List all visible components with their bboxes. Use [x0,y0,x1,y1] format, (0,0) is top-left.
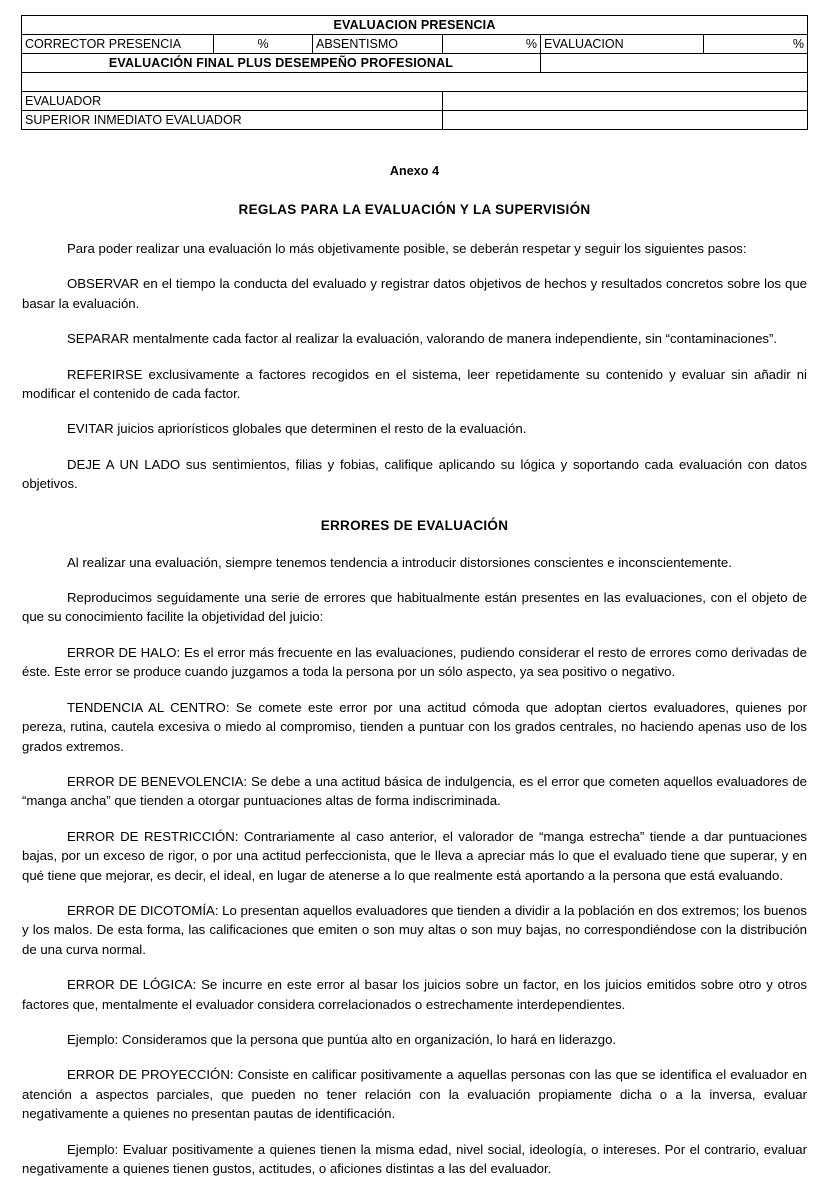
rule-paragraph: OBSERVAR en el tiempo la conducta del evaluado y registrar datos objetivos de hechos y resultados concretos sobre los que basar la evaluación. [22,276,807,311]
page-title: REGLAS PARA LA EVALUACIÓN Y LA SUPERVISIÓN [238,202,591,217]
form-table [21,15,808,130]
error-example-paragraph: Ejemplo: Consideramos que la persona que puntúa alto en organización, lo hará en liderazgo. [67,1031,617,1047]
error-paragraph: ERROR DE DICOTOMÍA: Lo presentan aquellos evaluadores que tienden a dividir a la población en dos extremos; los buenos y los malos. De esta forma, las calificaciones que emiten o son muy altas o son muy bajas, no correspondiéndose con la distribución de una curva normal. [22,902,807,957]
field-label-evaluacion: EVALUACION [541,35,704,54]
field-value-evaluador[interactable] [443,92,808,111]
field-value-evaluacion-final-plus[interactable] [541,54,808,73]
field-value-corrector-presencia[interactable]: % [214,35,313,54]
table-row-fields [22,35,808,54]
annex-label: Anexo 4 [389,164,440,178]
section-title-errores: ERRORES DE EVALUACIÓN [320,517,509,533]
field-label-evaluacion-final-plus: EVALUACIÓN FINAL PLUS DESEMPEÑO PROFESIONAL [22,54,541,73]
field-label-superior-inmediato-evaluador: SUPERIOR INMEDIATO EVALUADOR [22,111,443,130]
error-paragraph: ERROR DE HALO: Es el error más frecuente en las evaluaciones, pudiendo considerar el resto de errores como derivadas de éste. Este error se produce cuando juzgamos a toda la persona por un sólo aspecto, ya sea positivo o negativo. [22,644,807,680]
rule-paragraph: DEJE A UN LADO sus sentimientos, filias y fobias, califique aplicando su lógica y soportando cada evaluación con datos objetivos. [22,456,807,492]
error-paragraph: ERROR DE BENEVOLENCIA: Se debe a una actitud básica de indulgencia, es el error que cometen aquellos evaluadores de “manga ancha” que tienden a otorgar puntuaciones altas de forma indiscriminada. [22,773,807,809]
table-row-evaluador [22,92,808,111]
error-paragraph: ERROR DE LÓGICA: Se incurre en este error al basar los juicios sobre un factor, en los juicios emitidos sobre otro y otros factores que, mentalmente el evaluador considera correlacionados o estrechamente interdependientes. [22,977,807,1012]
error-example-paragraph: Ejemplo: Evaluar positivamente a quienes tienen la misma edad, nivel social, ideología, o intereses. Por el contrario, evaluar negativamente a quienes tienen gustos, actitudes, o aficiones distintas a las del evaluador. [22,1141,807,1176]
rule-paragraph: SEPARAR mentalmente cada factor al realizar la evaluación, valorando de manera independiente, sin “contaminaciones”. [67,331,778,347]
field-label-absentismo: ABSENTISMO [313,35,443,54]
field-value-absentismo[interactable]: % [443,35,541,54]
error-paragraph: TENDENCIA AL CENTRO: Se comete este error por una actitud cómoda que adoptan ciertos evaluadores, quienes por pereza, rutina, cautela excesiva o miedo al compromiso, tienden a puntuar con los grados centrales, no haciendo apenas uso de los grados extremos. [22,699,807,754]
rule-paragraph: REFERIRSE exclusivamente a factores recogidos en el sistema, leer repetidamente su contenido y evaluar sin añadir ni modificar el contenido de cada factor. [22,366,807,402]
intro-paragraph: Para poder realizar una evaluación lo más objetivamente posible, se deberán respetar y seguir los siguientes pasos: [67,241,747,256]
error-paragraph: ERROR DE PROYECCIÓN: Consiste en calificar positivamente a aquellas personas con las que se identifica el evaluador en atención a aspectos parciales, que pueden no tener relación con la evaluación propiamente dicha o a la inversa, evaluar negativamente a quienes no presentan pautas de identificación. [22,1067,807,1122]
table-row-plus [22,54,808,73]
errors-intro-paragraph: Reproducimos seguidamente una serie de errores que habitualmente están presentes en las evaluaciones, con el objeto de que su conocimiento facilite la objetividad del juicio: [22,590,807,625]
evaluation-form-table [21,15,807,130]
rule-paragraph: EVITAR juicios apriorísticos globales que determinen el resto de la evaluación. [67,421,527,437]
field-value-superior-inmediato-evaluador[interactable] [443,111,808,130]
errors-intro-paragraph: Al realizar una evaluación, siempre tenemos tendencia a introducir distorsiones conscientes e inconscientemente. [67,554,732,570]
form-header-title: EVALUACION PRESENCIA [22,16,808,35]
field-label-evaluador: EVALUADOR [22,92,443,111]
table-row-blank [22,73,808,92]
document-body [22,164,807,1178]
error-paragraph: ERROR DE RESTRICCIÓN: Contrariamente al caso anterior, el valorador de “manga estrecha” tiende a dar puntuaciones bajas, por un exceso de rigor, o por una actitud perfeccionista, que le lleva a apreciar más lo que el evaluado tiene que superar, y en qué tiene que mejorar, es decir, el ideal, en lugar de atenerse a lo que realmente está aportando a la persona que está evaluando. [22,828,807,883]
field-label-corrector-presencia: CORRECTOR PRESENCIA [22,35,214,54]
field-value-evaluacion[interactable]: % [704,35,808,54]
table-row-header [22,16,808,35]
field-value-blank-row[interactable] [22,73,808,92]
table-row-superior-inmediato [22,111,808,130]
